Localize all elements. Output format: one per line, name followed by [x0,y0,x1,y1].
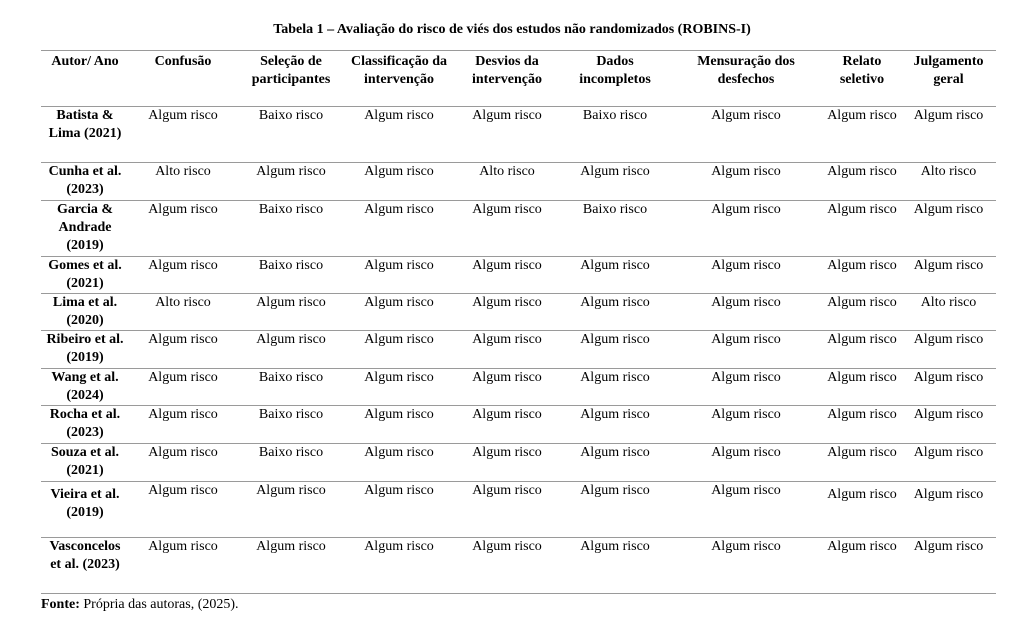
cell-outcome-measurement: Algum risco [711,295,781,310]
header-author-year: Autor/ Ano [51,54,119,69]
header-participant-selection: Seleção de participantes [251,54,331,87]
cell-confusion: Algum risco [148,483,218,498]
cell-selective-reporting: Algum risco [827,332,897,347]
table-row [41,538,996,594]
header-intervention-classification: Classificação da intervenção [350,54,448,87]
cell-outcome-measurement: Algum risco [711,483,781,498]
table-row [41,257,996,294]
cell-overall-judgement: Alto risco [920,295,977,310]
cell-author: Batista & Lima (2021) [48,108,122,141]
cell-outcome-measurement: Algum risco [711,164,781,179]
cell-overall-judgement: Algum risco [913,407,984,422]
cell-selective-reporting: Algum risco [827,258,897,273]
cell-participant-selection: Algum risco [256,164,326,179]
header-selective-reporting: Relato seletivo [839,54,885,87]
header-overall-judgement: Julgamento geral [913,54,984,87]
cell-intervention-deviations: Algum risco [472,407,542,422]
header-outcome-measurement: Mensuração dos desfechos [697,54,795,87]
cell-intervention-deviations: Alto risco [479,164,535,179]
cell-intervention-classification: Algum risco [364,258,434,273]
cell-confusion: Algum risco [148,202,218,217]
cell-participant-selection: Algum risco [256,539,326,554]
source-text: Própria das autoras, (2025). [83,597,239,612]
cell-outcome-measurement: Algum risco [711,202,781,217]
cell-intervention-deviations: Algum risco [472,483,542,498]
table-row [41,444,996,482]
cell-intervention-classification: Algum risco [364,370,434,385]
risk-of-bias-table [41,50,996,594]
cell-selective-reporting: Algum risco [827,407,897,422]
cell-confusion: Alto risco [155,295,211,310]
cell-confusion: Algum risco [148,370,218,385]
cell-intervention-deviations: Algum risco [472,202,542,217]
cell-intervention-classification: Algum risco [364,445,434,460]
cell-intervention-deviations: Algum risco [472,108,542,123]
table-row [41,369,996,406]
cell-selective-reporting: Algum risco [827,539,897,554]
cell-outcome-measurement: Algum risco [711,108,781,123]
cell-intervention-classification: Algum risco [364,332,434,347]
table-row [41,331,996,369]
table-header-row [41,51,996,107]
cell-intervention-classification: Algum risco [364,295,434,310]
cell-intervention-deviations: Algum risco [472,332,542,347]
cell-intervention-classification: Algum risco [364,407,434,422]
cell-author: Gomes et al. (2021) [48,258,122,291]
cell-incomplete-data: Algum risco [580,539,650,554]
header-intervention-deviations: Desvios da intervenção [472,54,542,87]
cell-participant-selection: Algum risco [256,332,326,347]
cell-intervention-deviations: Algum risco [472,295,542,310]
cell-selective-reporting: Algum risco [827,164,897,179]
cell-selective-reporting: Algum risco [827,487,897,502]
cell-intervention-deviations: Algum risco [472,258,542,273]
cell-incomplete-data: Baixo risco [582,108,648,123]
cell-participant-selection: Algum risco [256,295,326,310]
cell-intervention-classification: Algum risco [364,108,434,123]
cell-participant-selection: Baixo risco [258,445,324,460]
cell-incomplete-data: Algum risco [580,164,650,179]
cell-outcome-measurement: Algum risco [711,407,781,422]
cell-selective-reporting: Algum risco [827,370,897,385]
cell-confusion: Algum risco [148,539,218,554]
cell-overall-judgement: Algum risco [913,539,984,554]
cell-participant-selection: Baixo risco [258,407,324,422]
cell-overall-judgement: Algum risco [913,487,984,502]
cell-selective-reporting: Algum risco [827,445,897,460]
cell-confusion: Algum risco [148,258,218,273]
cell-selective-reporting: Algum risco [827,108,897,123]
cell-participant-selection: Baixo risco [258,258,324,273]
cell-participant-selection: Baixo risco [258,108,324,123]
cell-incomplete-data: Algum risco [580,332,650,347]
source-label: Fonte: [41,597,80,612]
cell-incomplete-data: Algum risco [580,258,650,273]
cell-confusion: Algum risco [148,108,218,123]
cell-overall-judgement: Alto risco [920,164,977,179]
cell-overall-judgement: Algum risco [913,332,984,347]
cell-confusion: Algum risco [148,407,218,422]
cell-author: Garcia & Andrade (2019) [56,202,114,253]
table-row [41,201,996,257]
table-row [41,294,996,331]
cell-author: Vieira et al. (2019) [50,487,120,520]
cell-participant-selection: Algum risco [256,483,326,498]
cell-selective-reporting: Algum risco [827,295,897,310]
cell-confusion: Algum risco [148,332,218,347]
cell-intervention-deviations: Algum risco [472,370,542,385]
cell-author: Cunha et al. (2023) [48,164,122,197]
cell-overall-judgement: Algum risco [913,202,984,217]
cell-author: Rocha et al. (2023) [49,407,121,440]
cell-outcome-measurement: Algum risco [711,445,781,460]
cell-outcome-measurement: Algum risco [711,258,781,273]
cell-confusion: Alto risco [155,164,211,179]
table-row [41,482,996,538]
cell-author: Lima et al. (2020) [52,295,118,328]
cell-incomplete-data: Algum risco [580,407,650,422]
cell-overall-judgement: Algum risco [913,370,984,385]
cell-confusion: Algum risco [148,445,218,460]
cell-intervention-classification: Algum risco [364,164,434,179]
cell-incomplete-data: Algum risco [580,445,650,460]
header-incomplete-data: Dados incompletos [579,54,651,87]
cell-intervention-deviations: Algum risco [472,539,542,554]
cell-outcome-measurement: Algum risco [711,370,781,385]
header-confusion: Confusão [154,54,212,69]
cell-incomplete-data: Baixo risco [582,202,648,217]
table-row [41,107,996,163]
cell-participant-selection: Baixo risco [258,370,324,385]
cell-intervention-classification: Algum risco [364,483,434,498]
cell-outcome-measurement: Algum risco [711,332,781,347]
cell-overall-judgement: Algum risco [913,108,984,123]
cell-author: Wang et al. (2024) [51,370,119,403]
cell-incomplete-data: Algum risco [580,370,650,385]
cell-participant-selection: Baixo risco [258,202,324,217]
cell-outcome-measurement: Algum risco [711,539,781,554]
cell-author: Souza et al. (2021) [50,445,120,478]
cell-intervention-classification: Algum risco [364,539,434,554]
cell-overall-judgement: Algum risco [913,445,984,460]
table-caption: Tabela 1 – Avaliação do risco de viés dos estudos não randomizados (ROBINS-I) [273,22,751,37]
cell-author: Vasconcelos et al. (2023) [49,539,121,572]
cell-selective-reporting: Algum risco [827,202,897,217]
cell-author: Ribeiro et al. (2019) [46,332,124,365]
table-row [41,406,996,444]
table-row [41,163,996,201]
cell-overall-judgement: Algum risco [913,258,984,273]
cell-incomplete-data: Algum risco [580,483,650,498]
cell-incomplete-data: Algum risco [580,295,650,310]
cell-intervention-classification: Algum risco [364,202,434,217]
cell-intervention-deviations: Algum risco [472,445,542,460]
table-source-note [41,597,239,613]
